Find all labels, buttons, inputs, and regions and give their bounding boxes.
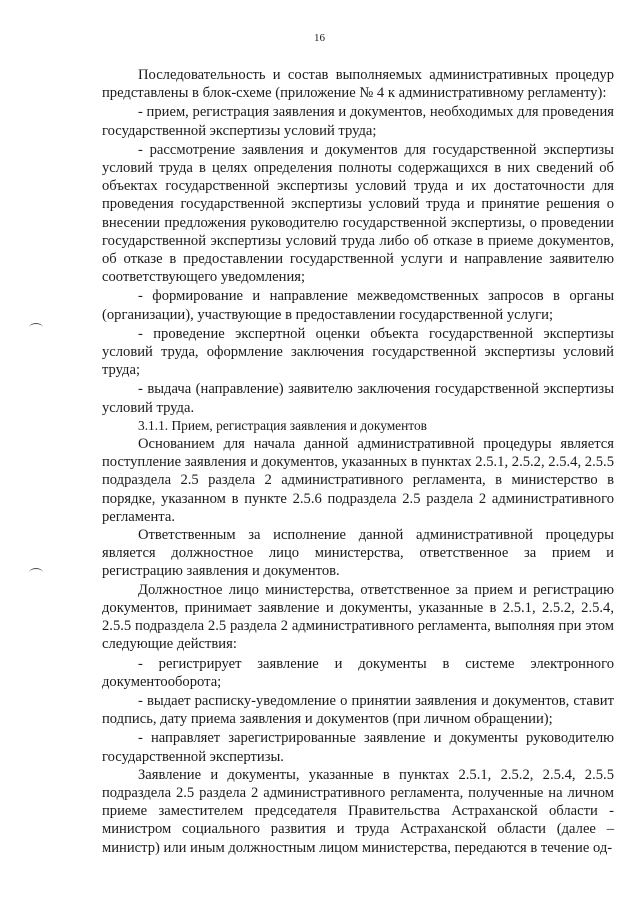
list-item-assessment: - проведение экспертной оценки объекта государственной экспертизы условий труда, оформление заключения государственной экспертизы условий труда; — [102, 325, 614, 379]
list-item-reception: - прием, регистрация заявления и документов, необходимых для проведения государственной экспертизы условий труда; — [102, 104, 614, 139]
list-item-requests: - формирование и направление межведомственных запросов в органы (организации), участвующие в предоставлении государственной услуги; — [102, 288, 614, 323]
section-heading: 3.1.1. Прием, регистрация заявления и документов — [138, 417, 427, 433]
paragraph-official-actions: Должностное лицо министерства, ответственное за прием и регистрацию документов, принимает заявление и документы, указанные в 2.5.1, 2.5.2, 2.5.4, 2.5.5 подраздела 2.5 раздела 2 административного регламента, выполняя при этом следующие действия: — [102, 581, 614, 653]
margin-binding-mark — [29, 323, 43, 332]
paragraph-personal-reception: Заявление и документы, указанные в пунктах 2.5.1, 2.5.2, 2.5.4, 2.5.5 подраздела 2.5 раздела 2 административного регламента, полученные на личном приеме заместителем председателя Правительства Астраханской области - министром социального развития и труда Астраханской области (далее – министр) или иным должностным лицом министерства, передаются в течение од- — [102, 766, 614, 856]
list-item-receipt: - выдает расписку-уведомление о принятии заявления и документов, ставит подпись, дату приема заявления и документов (при личном обращении); — [102, 692, 614, 728]
list-item-review: - рассмотрение заявления и документов для государственной экспертизы условий труда в целях определения полноты содержащихся в них сведений об объектах государственной экспертизы условий труда и их достаточности для проведения государственной экспертизы условий труда и принятие решения о внесении предложения руководителю государственной экспертизы, о проведении государственной экспертизы условий труда либо об отказе в приеме документов, об отказе в предоставлении государственной услуги и направление заявителю соответствующего уведомления; — [102, 141, 614, 286]
page-number: 16 — [314, 32, 325, 44]
list-item-issuance: - выдача (направление) заявителю заключения государственной экспертизы условий труда. — [102, 381, 614, 416]
paragraph-responsible: Ответственным за исполнение данной административной процедуры является должностное лицо министерства, ответственное за прием и регистрацию заявления и документов. — [102, 527, 614, 580]
list-item-registers: - регистрирует заявление и документы в системе электронного документооборота; — [102, 655, 614, 690]
margin-binding-mark — [29, 568, 43, 577]
list-item-forwards: - направляет зарегистрированные заявление и документы руководителю государственной экспертизы. — [102, 730, 614, 765]
paragraph-intro: Последовательность и состав выполняемых административных процедур представлены в блок-схеме (приложение № 4 к административному регламенту): — [102, 67, 614, 102]
paragraph-basis: Основанием для начала данной административной процедуры является поступление заявления и документов, указанных в пунктах 2.5.1, 2.5.2, 2.5.4, 2.5.5 подраздела 2.5 раздела 2 административного регламента, в министерство в порядке, указанном в пункте 2.5.6 подраздела 2.5 раздела 2 административного регламента. — [102, 436, 614, 525]
document-body — [102, 66, 614, 857]
